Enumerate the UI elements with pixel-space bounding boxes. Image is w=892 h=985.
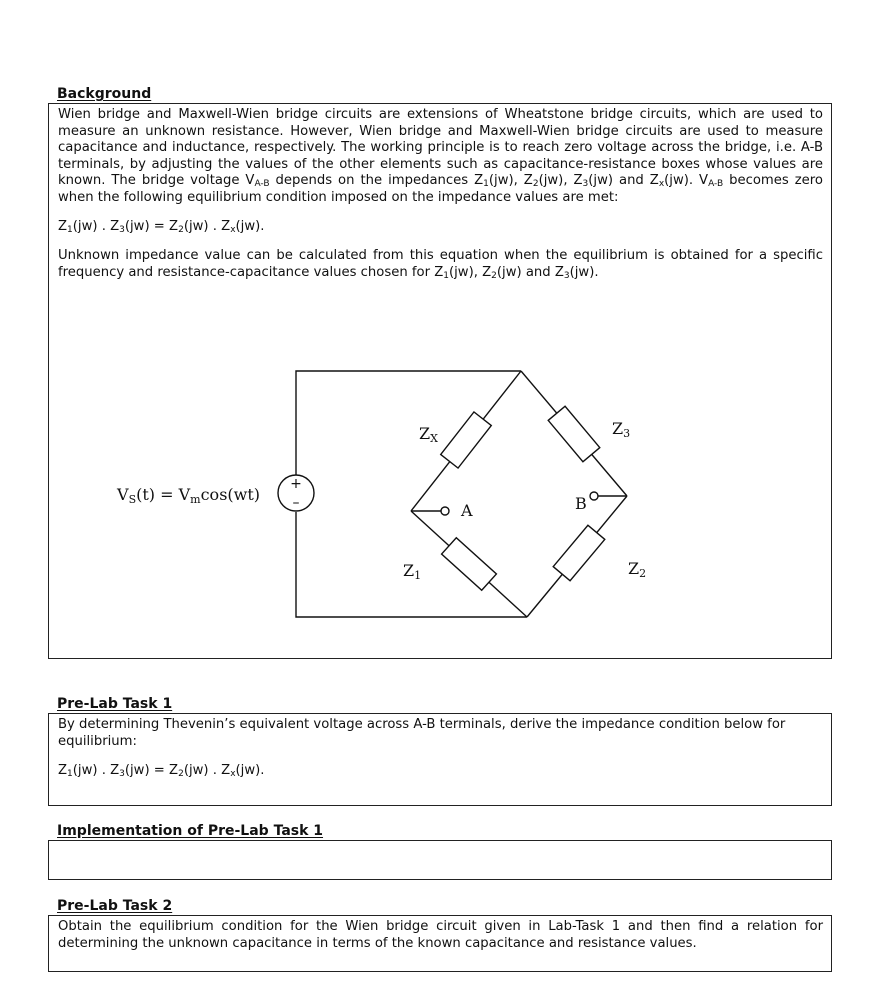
implementation-heading: Implementation of Pre-Lab Task 1 bbox=[57, 823, 324, 839]
minus-sign: – bbox=[292, 495, 300, 511]
z2-label: Z2 bbox=[628, 559, 647, 580]
z3-impedance-box bbox=[548, 406, 600, 462]
z1-label: Z1 bbox=[403, 561, 422, 582]
task1-text: By determining Thevenin’s equivalent voltage across A-B terminals, derive the impedance condition below for equilibrium: bbox=[58, 717, 786, 749]
plus-sign: + bbox=[290, 476, 302, 492]
background-paragraph: Wien bridge and Maxwell-Wien bridge circuits are extensions of Wheatstone bridge circuits, which are used to measure an unknown resistance. However, Wien bridge and Maxwell-Wien bridge circuits are used to measure capacitance and inductance, respectively. The working principle is to reach zero voltage across the bridge, i.e. A-B terminals, by adjusting the values of the other elements such as capacitance-resistance boxes whose values are known. The bridge voltage $V_{A-B}$ depends on the impedances $Z_1(jw)$, $Z_2(jw)$, $Z_3(jw)$ and $Z_x(jw)$. $V_{A-B}$ becomes zero when the following equilibrium condition imposed on the impedance values are met: bbox=[58, 107, 823, 205]
node-b-terminal bbox=[590, 492, 598, 500]
zx-label: ZX bbox=[419, 424, 438, 445]
node-a-terminal bbox=[441, 507, 449, 515]
task1-equation: $Z_1(jw)$ . $Z_3(jw) = Z_2(jw)$ . $Z_x(jw)$. bbox=[58, 763, 265, 780]
source-voltage-label: VS(t) = Vmcos(wt) bbox=[117, 485, 261, 506]
unknown-impedance-paragraph: Unknown impedance value can be calculated from this equation when the equilibrium is obtained for a specific frequency and resistance-capacitance values chosen for $Z_1(jw)$, $Z_2(jw)$ and $Z_3(jw)$. bbox=[58, 248, 823, 281]
task1-heading: Pre-Lab Task 1 bbox=[57, 696, 173, 712]
task2-box bbox=[48, 915, 832, 972]
zx-impedance-box bbox=[441, 412, 492, 468]
z3-label: Z3 bbox=[612, 419, 631, 440]
task1-box bbox=[48, 713, 832, 806]
node-a-label: A bbox=[461, 501, 473, 520]
task2-heading: Pre-Lab Task 2 bbox=[57, 898, 173, 914]
implementation-answer-box[interactable] bbox=[48, 840, 832, 880]
z1-impedance-box bbox=[442, 538, 497, 590]
node-b-label: B bbox=[575, 494, 587, 513]
z2-impedance-box bbox=[553, 525, 605, 581]
background-heading: Background bbox=[57, 86, 152, 102]
equilibrium-equation: $Z_1(jw)$ . $Z_3(jw) = Z_2(jw)$ . $Z_x(jw)$. bbox=[58, 218, 265, 235]
task2-text: Obtain the equilibrium condition for the Wien bridge circuit given in Lab-Task 1 and then find a relation for determining the unknown capacitance in terms of the known capacitance and resistance values. bbox=[58, 919, 823, 951]
